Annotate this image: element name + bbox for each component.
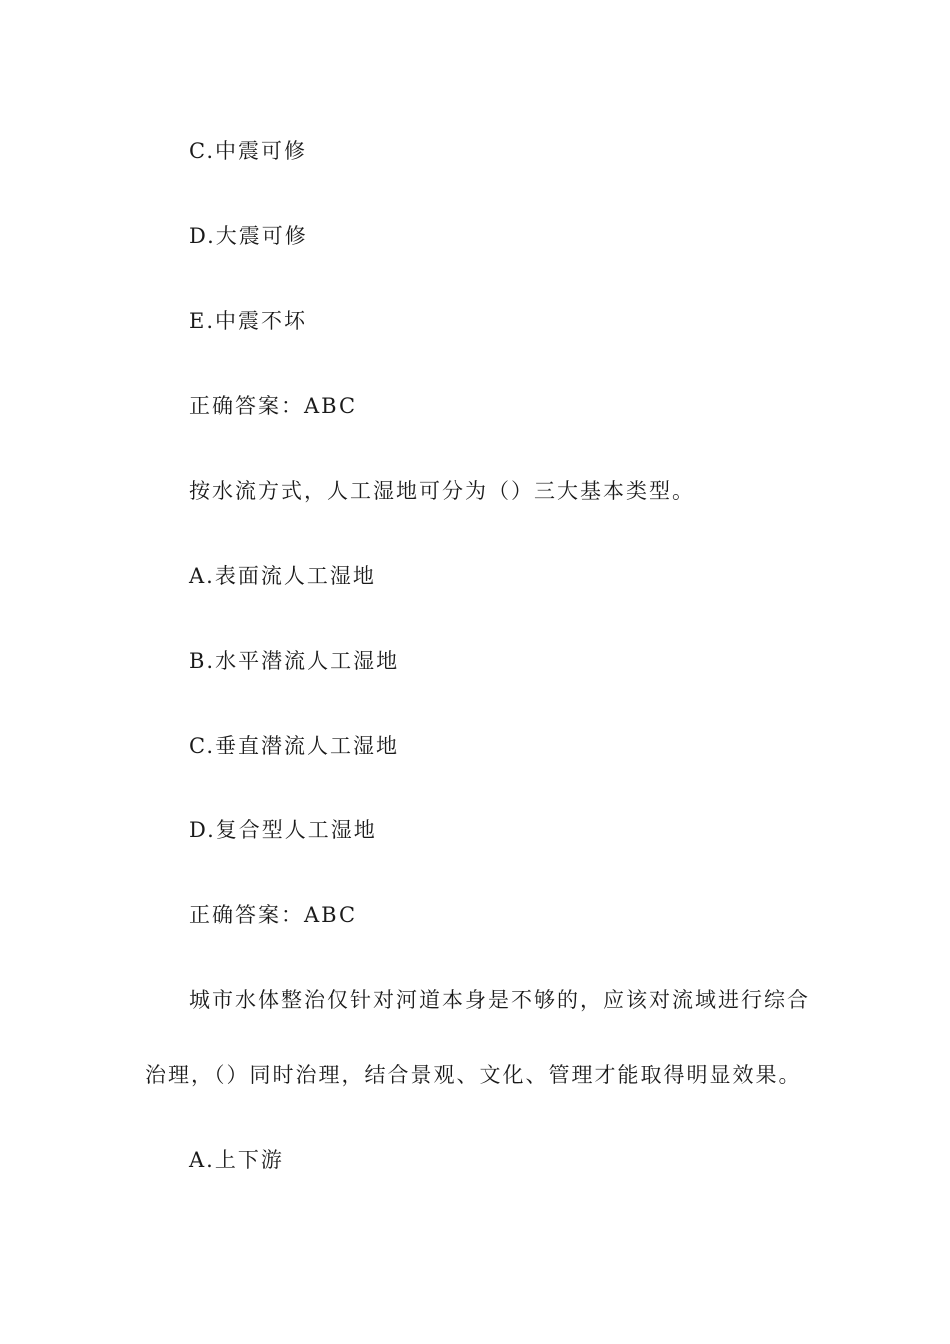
option-d-line: D.复合型人工湿地 — [189, 818, 377, 842]
option-c-line: C.垂直潜流人工湿地 — [189, 734, 399, 758]
answer-line: 正确答案：ABC — [189, 903, 358, 927]
option-d-line: D.大震可修 — [189, 224, 308, 248]
question-line: 城市水体整治仅针对河道本身是不够的，应该对流域进行综合 — [189, 988, 810, 1012]
question-line: 按水流方式，人工湿地可分为（）三大基本类型。 — [189, 479, 695, 503]
question-line-continued: 治理，（）同时治理，结合景观、文化、管理才能取得明显效果。 — [145, 1063, 802, 1087]
option-e-line: E.中震不坏 — [189, 309, 308, 333]
option-b-line: B.水平潜流人工湿地 — [189, 649, 400, 673]
option-a-line: A.上下游 — [189, 1148, 284, 1172]
option-c-line: C.中震可修 — [189, 139, 307, 163]
option-a-line: A.表面流人工湿地 — [189, 564, 376, 588]
answer-line: 正确答案：ABC — [189, 394, 358, 418]
